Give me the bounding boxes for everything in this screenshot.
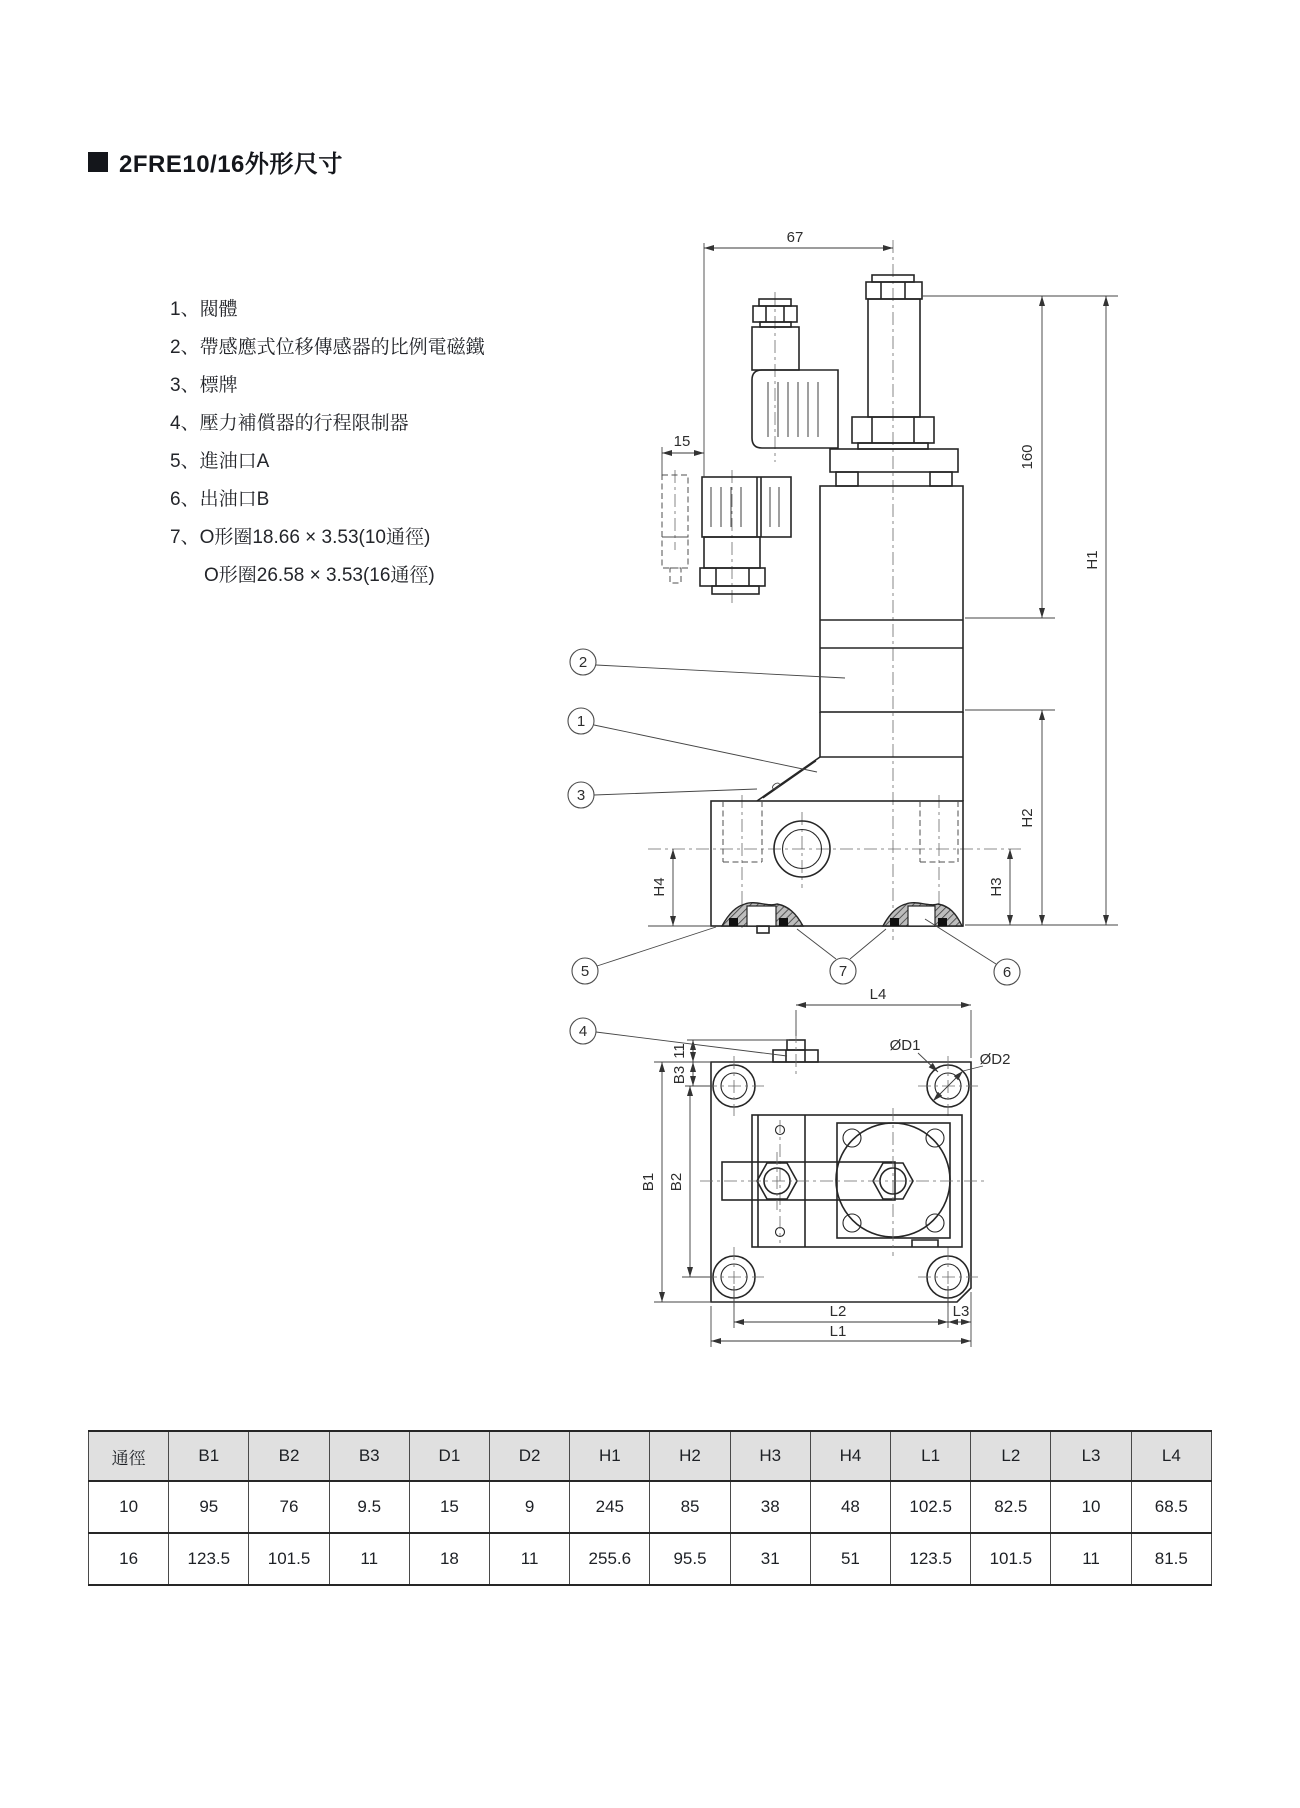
upper-connector <box>752 299 838 448</box>
cell: 9.5 <box>329 1481 409 1533</box>
cell: 11 <box>1051 1533 1131 1585</box>
cell: 48 <box>810 1481 890 1533</box>
cell: 255.6 <box>570 1533 650 1585</box>
parts-list-item: 1、閥體 <box>170 299 238 320</box>
dim-label-d1: ØD1 <box>889 1037 921 1054</box>
col-header: D2 <box>490 1431 570 1481</box>
cell: 31 <box>730 1533 810 1585</box>
mounting-holes <box>704 1056 978 1307</box>
top-view <box>570 986 1010 1347</box>
cell: 81.5 <box>1131 1533 1211 1585</box>
col-header: L1 <box>891 1431 971 1481</box>
cell: 15 <box>409 1481 489 1533</box>
col-header: B1 <box>169 1431 249 1481</box>
compensator-stem <box>830 275 958 486</box>
cell: 101.5 <box>249 1533 329 1585</box>
dim-label-15: 15 <box>673 433 691 450</box>
cell: 38 <box>730 1481 810 1533</box>
callout-2-label: 2 <box>578 654 588 671</box>
dim-label-l1: L1 <box>829 1323 847 1340</box>
callout-4-label: 4 <box>578 1023 588 1040</box>
callout-6-label: 6 <box>1002 964 1012 981</box>
cell: 123.5 <box>891 1533 971 1585</box>
dim-label-l3: L3 <box>952 1303 970 1320</box>
col-header: L4 <box>1131 1431 1211 1481</box>
cell: 10 <box>89 1481 169 1533</box>
cell: 68.5 <box>1131 1481 1211 1533</box>
cell: 16 <box>89 1533 169 1585</box>
col-header: L2 <box>971 1431 1051 1481</box>
col-header: H3 <box>730 1431 810 1481</box>
col-header: 通徑 <box>89 1431 169 1481</box>
top-view-dimensions <box>640 986 1010 1347</box>
parts-list-item: O形圈26.58 × 3.53(16通徑) <box>204 565 435 586</box>
callout-7-label: 7 <box>838 963 848 980</box>
table-header-row <box>89 1431 1212 1481</box>
col-header: B3 <box>329 1431 409 1481</box>
table-row <box>89 1481 1212 1533</box>
callout-5-label: 5 <box>580 963 590 980</box>
dim-label-l4: L4 <box>869 986 887 1003</box>
callout-1-label: 1 <box>576 713 586 730</box>
cell: 18 <box>409 1533 489 1585</box>
table-row <box>89 1533 1212 1585</box>
dim-label-b2: B2 <box>668 1172 685 1192</box>
parts-list-item: 7、O形圈18.66 × 3.53(10通徑) <box>170 527 431 548</box>
valve-body <box>757 486 963 801</box>
front-view-dimensions <box>648 229 1118 926</box>
callout-2 <box>570 649 845 678</box>
cell: 95.5 <box>650 1533 730 1585</box>
cell: 101.5 <box>971 1533 1051 1585</box>
base-block <box>711 801 963 933</box>
col-header: D1 <box>409 1431 489 1481</box>
dim-label-b3: B3 <box>671 1065 688 1085</box>
parts-list-item: 5、進油口A <box>170 451 270 472</box>
cell: 245 <box>570 1481 650 1533</box>
parts-list-item: 2、帶感應式位移傳感器的比例電磁鐵 <box>170 337 485 358</box>
cell: 11 <box>490 1533 570 1585</box>
dim-label-h3: H3 <box>988 877 1005 897</box>
col-header: L3 <box>1051 1431 1131 1481</box>
callout-5 <box>572 927 716 984</box>
callout-3-label: 3 <box>576 787 586 804</box>
callout-3 <box>568 782 757 808</box>
cell: 102.5 <box>891 1481 971 1533</box>
cell: 51 <box>810 1533 890 1585</box>
parts-list-item: 3、標牌 <box>170 375 238 396</box>
cell: 82.5 <box>971 1481 1051 1533</box>
dimensions-table <box>88 1430 1212 1586</box>
plate-mechanism <box>700 1108 988 1256</box>
col-header: H4 <box>810 1431 890 1481</box>
parts-list-item: 4、壓力補償器的行程限制器 <box>170 413 409 434</box>
front-view <box>568 229 1118 985</box>
cell: 85 <box>650 1481 730 1533</box>
lower-connector <box>662 475 791 594</box>
col-header: H1 <box>570 1431 650 1481</box>
dim-label-b1: B1 <box>640 1172 657 1192</box>
cell: 9 <box>490 1481 570 1533</box>
dim-label-h4: H4 <box>651 877 668 897</box>
dim-label-d2: ØD2 <box>979 1051 1011 1068</box>
page-title-text: 2FRE10/16外形尺寸 <box>119 151 343 178</box>
dim-label-11: 11 <box>671 1043 688 1059</box>
cell: 10 <box>1051 1481 1131 1533</box>
dim-label-h2: H2 <box>1019 808 1036 828</box>
parts-list-item: 6、出油口B <box>170 489 270 510</box>
col-header: B2 <box>249 1431 329 1481</box>
cell: 11 <box>329 1533 409 1585</box>
cell: 76 <box>249 1481 329 1533</box>
dim-label-160: 160 <box>1019 444 1036 470</box>
dim-label-67: 67 <box>786 229 804 246</box>
dim-label-h1: H1 <box>1084 550 1101 570</box>
dim-label-l2: L2 <box>829 1303 847 1320</box>
callout-7 <box>797 929 886 984</box>
col-header: H2 <box>650 1431 730 1481</box>
callout-1 <box>568 708 817 772</box>
stroke-limiter-nut <box>773 1030 818 1076</box>
cell: 123.5 <box>169 1533 249 1585</box>
callout-6 <box>925 919 1020 985</box>
cell: 95 <box>169 1481 249 1533</box>
